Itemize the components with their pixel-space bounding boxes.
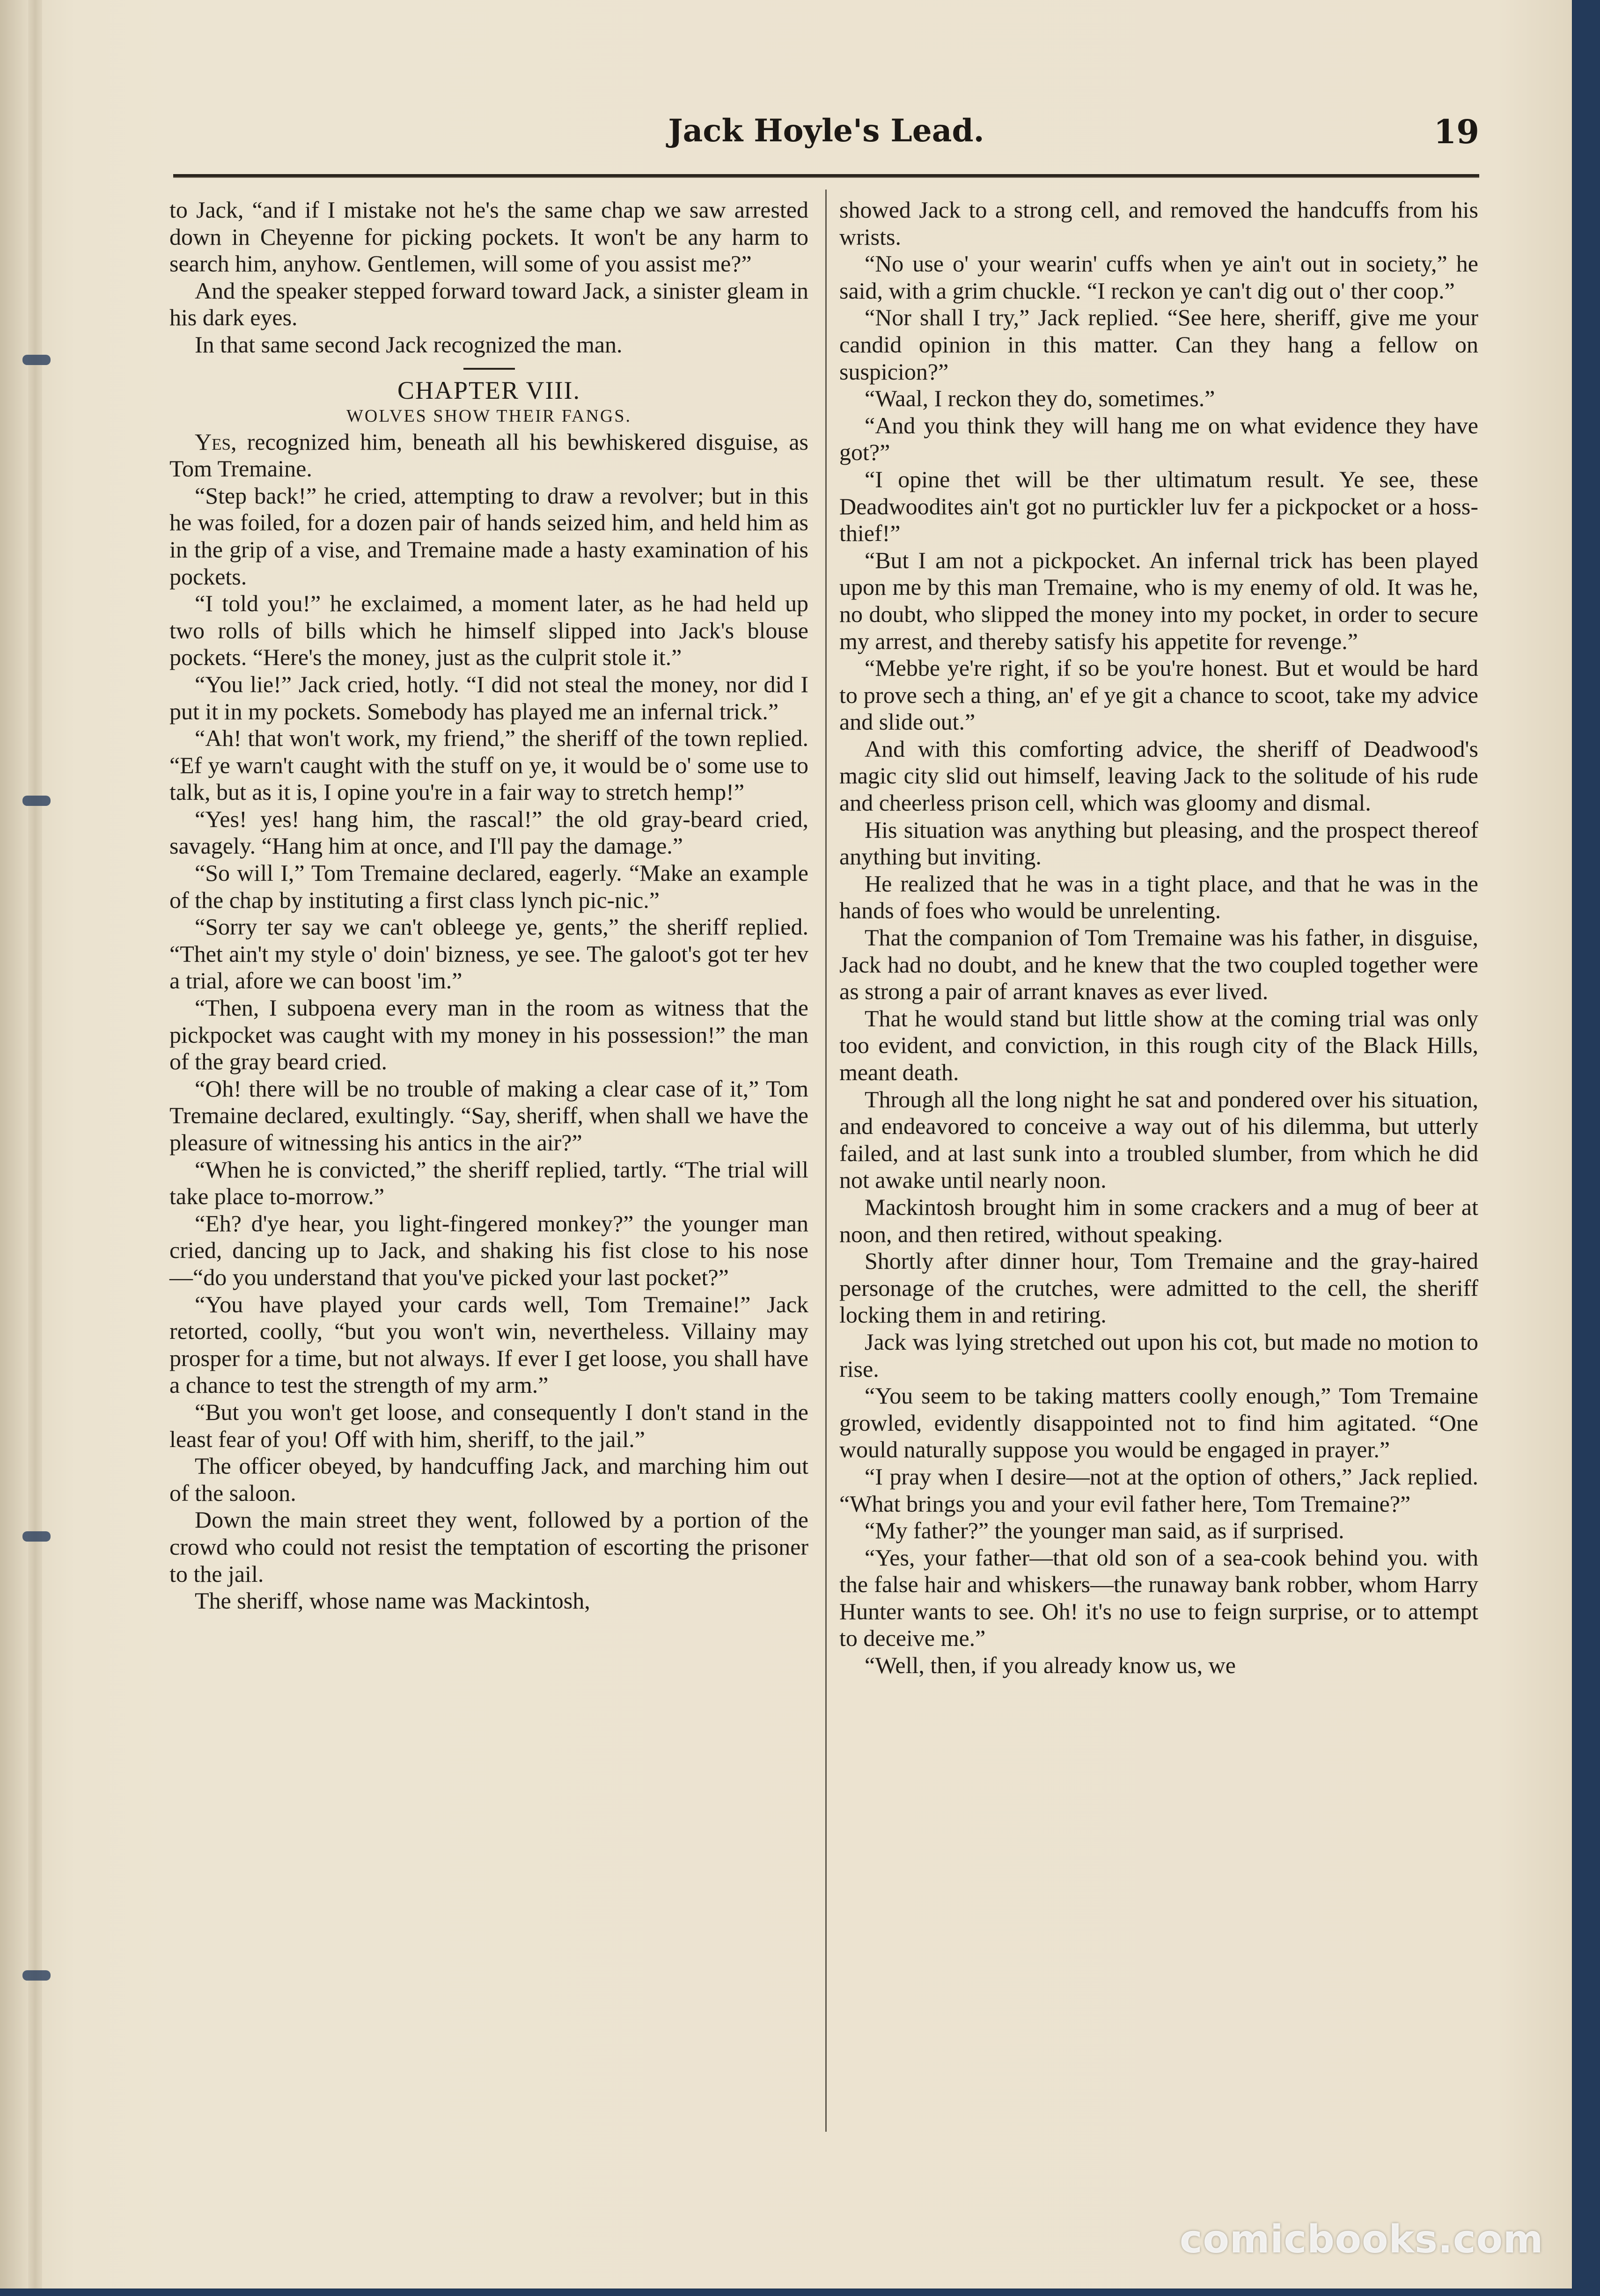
paragraph: “Eh? d'ye hear, you light-fingered monkey?” the younger man cried, dancing up to Jack, and shaking his fist close to his nose—“do you understand that you've picked your last pocket?” [169, 1210, 808, 1290]
paragraph [169, 429, 808, 483]
paragraph: Shortly after dinner hour, Tom Tremaine and the gray-haired personage of the crutches, were admitted to the cell, the sheriff locking them in and retiring. [839, 1248, 1478, 1328]
column-divider [825, 190, 827, 2132]
chapter-title: CHAPTER VIII. [397, 376, 580, 404]
paragraph: Down the main street they went, followed by a portion of the crowd who could not resist the temptation of escorting the prisoner to the jail. [169, 1506, 808, 1587]
paragraph: And the speaker stepped forward toward Jack, a sinister gleam in his dark eyes. [169, 277, 808, 331]
paragraph: “Sorry ter say we can't obleege ye, gents,” the sheriff replied. “Thet ain't my style o' doin' bizness, ye see. The galoot's got ter hev a trial, afore we can boost 'im.” [169, 914, 808, 994]
paragraph: “Mebbe ye're right, if so be you're honest. But et would be hard to prove sech a thing, an' ef ye git a chance to scoot, take my advice and slide out.” [839, 655, 1478, 735]
paragraph: “Waal, I reckon they do, sometimes.” [865, 385, 1215, 412]
paragraph: And with this comforting advice, the sheriff of Deadwood's magic city slid out himself, leaving Jack to the solitude of his rude and cheerless prison cell, which was gloomy and dismal. [839, 735, 1478, 816]
page-number: 19 [1433, 112, 1479, 151]
paragraph: “No use o' your wearin' cuffs when ye ain't out in society,” he said, with a grim chuckle. “I reckon ye can't dig out o' ther coop.” [839, 250, 1478, 304]
paragraph: “You lie!” Jack cried, hotly. “I did not steal the money, nor did I put it in my pockets. Somebody has played me an infernal trick.” [169, 671, 808, 724]
paragraph: “I told you!” he exclaimed, a moment later, as he had held up two rolls of bills which he himself slipped into Jack's blouse pockets. “Here's the money, just as the culprit stole it.” [169, 590, 808, 671]
paragraph: to Jack, “and if I mistake not he's the same chap we saw arrested down in Cheyenne for picking pockets. It won't be any harm to search him, anyhow. Gentlemen, will some of you assist me?” [169, 197, 808, 277]
paragraph: “When he is convicted,” the sheriff replied, tartly. “The trial will take place to-morrow.” [169, 1156, 808, 1210]
paragraph: “And you think they will hang me on what evidence they have got?” [839, 412, 1478, 466]
paragraph: That the companion of Tom Tremaine was his father, in disguise, Jack had no doubt, and he knew that the two coupled together were as strong a pair of arrant knaves as ever lived. [839, 924, 1478, 1005]
paragraph: “But I am not a pickpocket. An infernal trick has been played upon me by this man Tremaine, who is my enemy of old. It was he, no doubt, who slipped the money into my pocket, in order to secure my arrest, and thereby satisfy his appetite for revenge.” [839, 547, 1478, 654]
paragraph: Through all the long night he sat and pondered over his situation, and endeavored to conceive a way out of his dilemma, but utterly failed, and at last sunk into a troubled slumber, from which he did not awake until nearly noon. [839, 1086, 1478, 1193]
binding-stitch [22, 355, 51, 365]
chapter-rule [463, 368, 515, 370]
chapter-heading [169, 368, 808, 427]
paragraph: Mackintosh brought him in some crackers and a mug of beer at noon, and then retired, without speaking. [839, 1193, 1478, 1247]
paragraph: “So will I,” Tom Tremaine declared, eagerly. “Make an example of the chap by instituting a first class lynch pic-nic.” [169, 860, 808, 913]
lead-word: Yes, [195, 428, 237, 455]
paragraph: “Then, I subpoena every man in the room as witness that the pickpocket was caught with my money in his possession!” the man of the gray beard cried. [169, 994, 808, 1075]
paragraph: “Well, then, if you already know us, we [865, 1652, 1236, 1679]
paragraph: “Yes, your father—that old son of a sea-cook behind you. with the false hair and whiskers—the runaway bank robber, whom Harry Hunter wants to see. Oh! it's no use to feign surprise, or to attempt to deceive me.” [839, 1544, 1478, 1652]
paragraph: “Nor shall I try,” Jack replied. “See here, sheriff, give me your candid opinion in this matter. Can they hang a fellow on suspicion?” [839, 304, 1478, 385]
paragraph: “Ah! that won't work, my friend,” the sheriff of the town replied. “Ef ye warn't caught with the stuff on ye, it would be o' some use to talk, but as it is, I opine you're in a fair way to stretch hemp!” [169, 725, 808, 805]
binding-stitch [22, 796, 51, 806]
paragraph: “Oh! there will be no trouble of making a clear case of it,” Tom Tremaine declared, exultingly. “Say, sheriff, when shall we have the pleasure of witnessing his antics in the air?” [169, 1075, 808, 1155]
paragraph: His situation was anything but pleasing, and the prospect thereof anything but inviting. [839, 816, 1478, 870]
chapter-subtitle: WOLVES SHOW THEIR FANGS. [346, 406, 631, 426]
paragraph-text: recognized him, beneath all his bewhiskered disguise, as Tom Tremaine. [169, 428, 808, 482]
running-title: Jack Hoyle's Lead. [668, 112, 984, 149]
watermark: comicbooks.com [1180, 2217, 1544, 2262]
paragraph: “I pray when I desire—not at the option of others,” Jack replied. “What brings you and your evil father here, Tom Tremaine?” [839, 1463, 1478, 1517]
left-column [169, 197, 808, 1615]
paragraph: “But you won't get loose, and consequently I don't stand in the least fear of you! Off with him, sheriff, to the jail.” [169, 1398, 808, 1452]
paragraph: In that same second Jack recognized the man. [195, 331, 623, 358]
paragraph: The sheriff, whose name was Mackintosh, [195, 1587, 590, 1614]
paragraph: “Yes! yes! hang him, the rascal!” the old gray-beard cried, savagely. “Hang him at once, and I'll pay the damage.” [169, 805, 808, 859]
paragraph: Jack was lying stretched out upon his cot, but made no motion to rise. [839, 1328, 1478, 1382]
paragraph: He realized that he was in a tight place, and that he was in the hands of foes who would be unrelenting. [839, 870, 1478, 924]
paragraph: “My father?” the younger man said, as if surprised. [865, 1517, 1344, 1544]
paragraph: The officer obeyed, by handcuffing Jack, and marching him out of the saloon. [169, 1453, 808, 1506]
paragraph: “I opine thet will be ther ultimatum result. Ye see, these Deadwoodites ain't got no purtickler luv fer a pickpocket or a hoss-thief!” [839, 466, 1478, 547]
right-column [839, 197, 1478, 1679]
paragraph: “You seem to be taking matters coolly enough,” Tom Tremaine growled, evidently disappointed not to find him agitated. “One would naturally suppose you would be engaged in prayer.” [839, 1382, 1478, 1463]
binding-gutter [28, 0, 42, 2289]
binding-stitch [22, 1970, 51, 1981]
paragraph: showed Jack to a strong cell, and removed the handcuffs from his wrists. [839, 197, 1478, 250]
header-rule [173, 174, 1479, 178]
paragraph: “Step back!” he cried, attempting to draw a revolver; but in this he was foiled, for a dozen pair of hands seized him, and held him as in the grip of a vise, and Tremaine made a hasty examination of his pockets. [169, 482, 808, 590]
page-header [173, 112, 1479, 164]
paragraph: “You have played your cards well, Tom Tremaine!” Jack retorted, coolly, “but you won't win, nevertheless. Villainy may prosper for a time, but not always. If ever I get loose, you shall have a chance to test the strength of my arm.” [169, 1291, 808, 1398]
binding-stitch [22, 1531, 51, 1542]
paragraph: That he would stand but little show at the coming trial was only too evident, and conviction, in this rough city of the Black Hills, meant death. [839, 1005, 1478, 1085]
